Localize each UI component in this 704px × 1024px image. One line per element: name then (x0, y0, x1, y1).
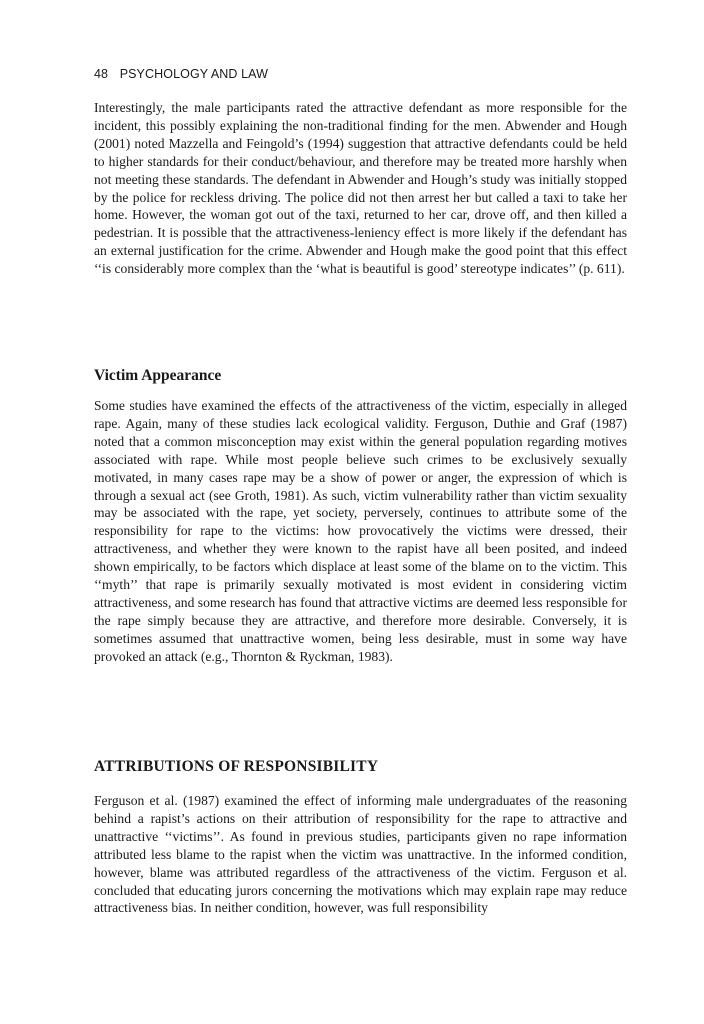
heading-victim-appearance: Victim Appearance (94, 367, 222, 384)
paragraph-attractive-defendant: Interestingly, the male participants rated the attractive defendant as more responsible for the incident, this possibly explaining the non-traditional finding for the men. Abwender and Hough (2001) noted Mazzella and Feingold’s (1994) suggestion that attractive defendants could be held to higher standards for their conduct/behaviour, and therefore may be treated more harshly when not meeting these standards. The defendant in Abwender and Hough’s study was initially stopped by the police for reckless driving. The police did not then arrest her but called a taxi to take her home. However, the woman got out of the taxi, returned to her car, drove off, and then killed a pedestrian. It is possible that the attractiveness-leniency effect is more likely if the defendant has an external justification for the crime. Abwender and Hough make the good point that this effect ‘‘is considerably more complex than the ‘what is beautiful is good’ stereotype indicates’’ (p. 611). (94, 100, 627, 277)
running-header (94, 67, 268, 81)
paragraph-attributions: Ferguson et al. (1987) examined the effect of informing male undergraduates of the reasoning behind a rapist’s actions on their attribution of responsibility for the rape to attractive and unattractive ‘‘victims’’. As found in previous studies, participants given no rape information attributed less blame to the rapist when the victim was unattractive. In the informed condition, however, blame was attributed regardless of the attractiveness of the victim. Ferguson et al. concluded that educating jurors concerning the motivations which may explain rape may reduce attractiveness bias. In neither condition, however, was full responsibility (94, 793, 627, 916)
page-number: 48 (94, 67, 109, 81)
paragraph-victim-appearance: Some studies have examined the effects of the attractiveness of the victim, especially in alleged rape. Again, many of these studies lack ecological validity. Ferguson, Duthie and Graf (1987) noted that a common misconception may exist within the general population regarding motives associated with rape. While most people believe such crimes to be exclusively sexually motivated, in many cases rape may be a show of power or anger, the expression of which is through a sexual act (see Groth, 1981). As such, victim vulnerability rather than victim sexuality may be associated with the rape, yet society, perversely, continues to attribute some of the responsibility for rape to the victims: how provocatively the victims were dressed, their attractiveness, and whether they were known to the rapist have all been posited, and indeed shown empirically, to be factors which displace at least some of the blame on to the victim. This ‘‘myth’’ that rape is primarily sexually motivated is most evident in considering victim attractiveness, and some research has found that attractive victims are deemed less responsible for the rape simply because they are attractive, and therefore more desirable. Conversely, it is sometimes assumed that unattractive women, being less desirable, must in some way have provoked an attack (e.g., Thornton & Ryckman, 1983). (94, 398, 627, 664)
heading-attributions-of-responsibility: ATTRIBUTIONS OF RESPONSIBILITY (94, 758, 379, 775)
running-title: PSYCHOLOGY AND LAW (119, 67, 269, 81)
